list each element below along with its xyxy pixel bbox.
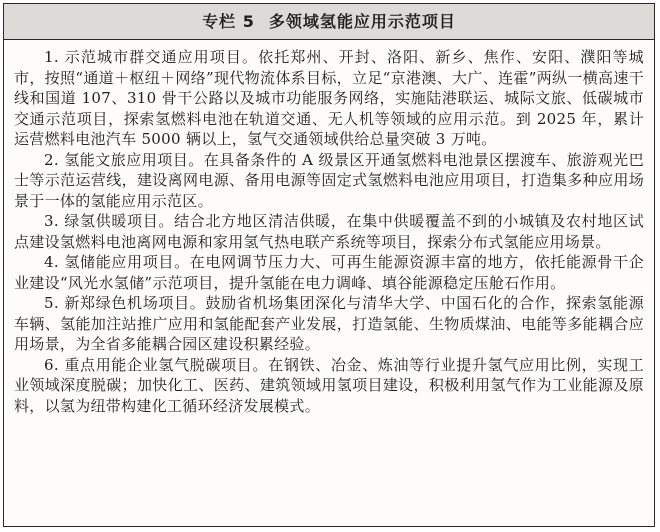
box-content <box>4 40 654 416</box>
box-title-text: 多领域氢能应用示范项目 <box>268 12 456 31</box>
feature-box <box>3 3 655 527</box>
box-title <box>4 4 654 40</box>
box-title-number: 专栏 5 <box>202 12 255 31</box>
paragraph-3: 3. 绿氢供暖项目。结合北方地区清洁供暖，在集中供暖覆盖不到的小城镇及农村地区试点建设氢燃料电池离网电源和家用氢气热电联产系统等项目，探索分布式氢能应用场景。 <box>14 212 644 251</box>
paragraph-6: 6. 重点用能企业氢气脱碳项目。在钢铁、冶金、炼油等行业提升氢气应用比例，实现工业领域深度脱碳；加快化工、医药、建筑领域用氢项目建设，积极利用氢气作为工业能源及原料，以氢为纽带构建化工循环经济发展模式。 <box>14 355 644 415</box>
paragraph-5: 5. 新郑绿色机场项目。鼓励省机场集团深化与清华大学、中国石化的合作，探索氢能源车辆、氢能加注站推广应用和氢能配套产业发展，打造氢能、生物质煤油、电能等多能耦合应用场景，为全省多能耦合园区建设积累经验。 <box>14 294 644 353</box>
paragraph-4: 4. 氢储能应用项目。在电网调节压力大、可再生能源资源丰富的地方，依托能源骨干企业建设“风光水氢储”示范项目，提升氢能在电力调峰、填谷能源稳定压舱石作用。 <box>14 253 644 292</box>
paragraph-1: 1. 示范城市群交通应用项目。依托郑州、开封、洛阳、新乡、焦作、安阳、濮阳等城市，按照“通道＋枢纽＋网络”现代物流体系目标，立足“京港澳、大广、连霍”两纵一横高速干线和国道 107、310 骨干公路以及城市功能服务网络，实施陆港联运、城际文旅、低碳城市交通示范项目，探索氢燃料电池在轨道交通、无人机等领域的应用示范。到 2025 年，累计运营燃料电池汽车 5000 辆以上，氢气交通领域供给总量突破 3 万吨。 <box>14 48 644 148</box>
paragraph-2: 2. 氢能文旅应用项目。在具备条件的 A 级景区开通氢燃料电池景区摆渡车、旅游观光巴士等示范运营线，建设离网电源、备用电源等固定式氢燃料电池应用项目，打造集多种应用场景于一体的氢能应用示范区。 <box>14 150 644 210</box>
